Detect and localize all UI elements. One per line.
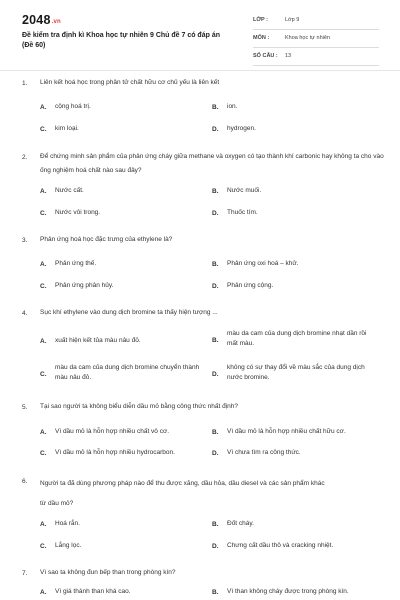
- question-text: Để chứng minh sản phẩm của phản ứng cháy giữa methane và oxygen có tạo thành khí carbonic hay không ta cho vào ống nghiệm hoá chất nào sau đây?: [40, 153, 384, 174]
- question-number: 1.: [22, 80, 28, 87]
- option-text[interactable]: Vì giá thành than khá cao.: [55, 588, 131, 595]
- question-number: 7.: [22, 570, 28, 577]
- option-letter[interactable]: C.: [40, 283, 47, 290]
- option-text[interactable]: Chưng cất dầu thô và cracking nhiệt.: [227, 542, 334, 549]
- option-text[interactable]: Phản ứng cộng.: [227, 282, 274, 289]
- option-letter[interactable]: D.: [212, 543, 219, 550]
- question-number: 2.: [22, 154, 28, 161]
- page-title: Đề kiểm tra định kì Khoa học tự nhiên 9 Chủ đề 7 có đáp án (Đề 60): [22, 32, 220, 49]
- option-text[interactable]: hydrogen.: [227, 125, 256, 132]
- question-text: Liên kết hoá học trong phân tử chất hữu cơ chủ yếu là liên kết: [40, 79, 220, 86]
- option-letter[interactable]: B.: [212, 521, 219, 528]
- option-letter[interactable]: B.: [212, 261, 219, 268]
- logo-suffix: .vn: [51, 19, 61, 25]
- option-text[interactable]: ion.: [227, 103, 238, 110]
- question-text: Người ta đã dùng phương pháp nào để thu được xăng, dầu hỏa, dầu diesel và các sản phẩm khác từ dầu mỏ?: [40, 480, 325, 507]
- option-letter[interactable]: D.: [212, 210, 219, 217]
- question-number: 3.: [22, 237, 28, 244]
- option-text[interactable]: Vì dầu mỏ là hỗn hợp nhiều chất hữu cơ.: [227, 428, 346, 435]
- option-text[interactable]: Đốt cháy.: [227, 520, 254, 527]
- option-letter[interactable]: D.: [212, 126, 219, 133]
- option-text[interactable]: không có sự thay đổi về màu sắc của dung dịch nước bromine.: [227, 364, 365, 381]
- option-letter[interactable]: D.: [212, 283, 219, 290]
- question-text: Sục khí ethylene vào dung dịch bromine ta thấy hiện tượng ...: [40, 309, 218, 316]
- option-letter[interactable]: A.: [40, 429, 47, 436]
- exam-meta: [253, 14, 379, 68]
- option-letter[interactable]: A.: [40, 521, 47, 528]
- site-logo[interactable]: 2048.vn: [22, 13, 61, 27]
- option-text[interactable]: Nước muối.: [227, 187, 262, 194]
- option-text[interactable]: Thuốc tím.: [227, 209, 258, 216]
- question-text: Tại sao người ta không biểu diễn dầu mỏ bằng công thức nhất định?: [40, 403, 238, 410]
- option-text[interactable]: Hoá rắn.: [55, 520, 80, 527]
- option-letter[interactable]: B.: [212, 589, 219, 596]
- option-text[interactable]: Lắng lọc.: [55, 542, 82, 549]
- question-text: Vì sao ta không đun bếp than trong phòng kín?: [40, 569, 176, 576]
- question-number: 4.: [22, 310, 28, 317]
- option-letter[interactable]: C.: [40, 543, 47, 550]
- option-text[interactable]: Phản ứng oxi hoá – khử.: [227, 260, 299, 267]
- option-text[interactable]: xuất hiện kết tủa màu nâu đỏ.: [55, 337, 141, 344]
- option-text[interactable]: màu da cam của dung dịch bromine chuyển thành màu nâu đỏ.: [55, 364, 200, 381]
- option-letter[interactable]: B.: [212, 429, 219, 436]
- option-letter[interactable]: B.: [212, 188, 219, 195]
- option-letter[interactable]: C.: [40, 371, 47, 378]
- option-letter[interactable]: C.: [40, 126, 47, 133]
- option-letter[interactable]: A.: [40, 188, 47, 195]
- option-text[interactable]: màu da cam của dung dịch bromine nhạt dần rồi mất màu.: [227, 330, 367, 347]
- option-text[interactable]: Phản ứng phân hủy.: [55, 282, 114, 289]
- question-number: 5.: [22, 404, 28, 411]
- option-letter[interactable]: B.: [212, 337, 219, 344]
- option-letter[interactable]: C.: [40, 210, 47, 217]
- option-letter[interactable]: A.: [40, 261, 47, 268]
- option-letter[interactable]: D.: [212, 450, 219, 457]
- option-letter[interactable]: A.: [40, 338, 47, 345]
- header-divider: [0, 70, 400, 71]
- question-text: Phản ứng hoá học đặc trưng của ethylene là?: [40, 236, 173, 243]
- option-letter[interactable]: A.: [40, 104, 47, 111]
- option-letter[interactable]: C.: [40, 450, 47, 457]
- meta-grade: LỚP : Lớp 9: [253, 14, 379, 30]
- option-letter[interactable]: B.: [212, 104, 219, 111]
- option-text[interactable]: kim loại.: [55, 125, 79, 132]
- option-text[interactable]: Nước cất.: [55, 187, 84, 194]
- option-text[interactable]: Vì dầu mỏ là hỗn hợp nhiều chất vô cơ.: [55, 428, 170, 435]
- page-header: [0, 0, 400, 66]
- option-text[interactable]: Phản ứng thế.: [55, 260, 97, 267]
- meta-subject: MÔN : Khoa học tự nhiên: [253, 32, 379, 48]
- option-text[interactable]: Nước vôi trong.: [55, 209, 101, 216]
- option-text[interactable]: Vì dầu mỏ là hỗn hợp nhiều hydrocarbon.: [55, 449, 175, 456]
- question-number: 6.: [22, 478, 28, 485]
- option-text[interactable]: cộng hoá trị.: [55, 103, 91, 110]
- option-letter[interactable]: D.: [212, 371, 219, 378]
- option-text[interactable]: Vì than không cháy được trong phòng kín.: [227, 588, 349, 595]
- meta-question-count: SỐ CÂU : 13: [253, 50, 379, 66]
- option-letter[interactable]: A.: [40, 589, 47, 596]
- option-text[interactable]: Vì chưa tìm ra công thức.: [227, 449, 301, 456]
